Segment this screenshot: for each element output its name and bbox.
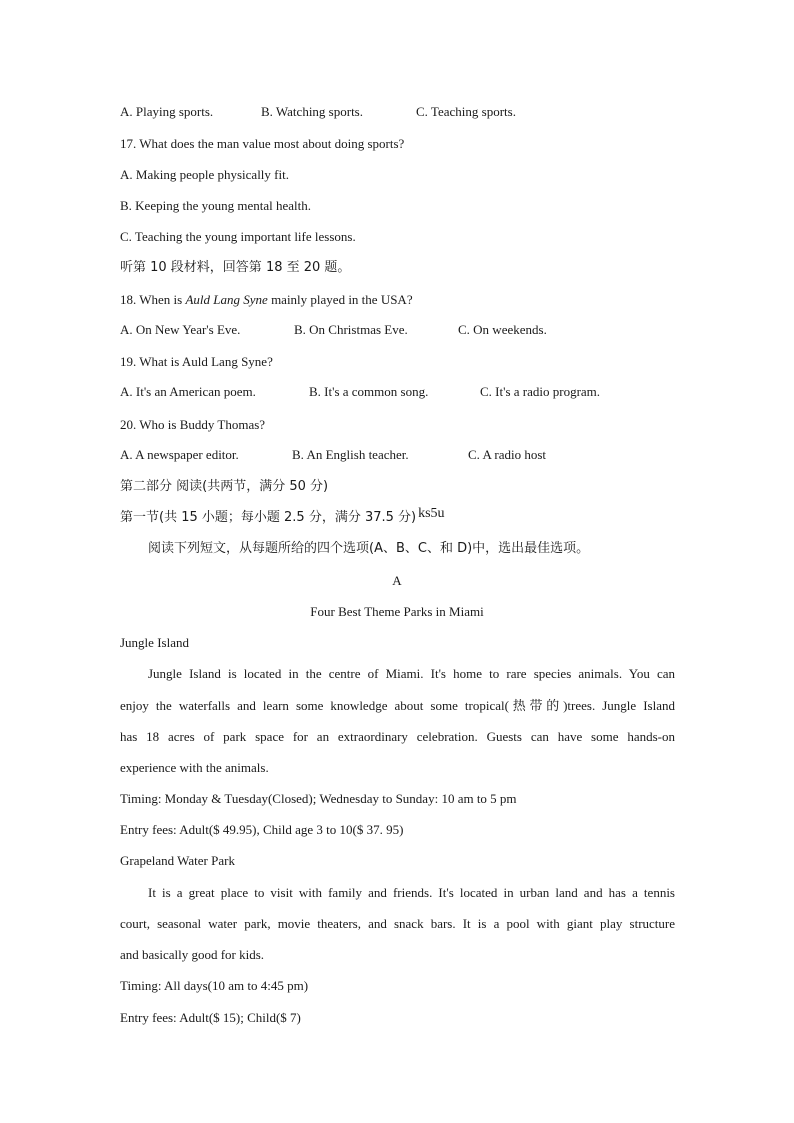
q16-option-a: A. Playing sports.: [120, 104, 214, 119]
park2-name: Grapeland Water Park: [120, 853, 235, 868]
q19-option-b: B. It's a common song.: [309, 384, 429, 399]
park1-line-1: Jungle Island is located in the centre of Miami. It's home to rare species animals. You can: [148, 666, 675, 681]
passage-letter: A: [392, 573, 402, 588]
q20-question: 20. Who is Buddy Thomas?: [120, 417, 266, 432]
park2-timing: Timing: All days(10 am to 4:45 pm): [120, 978, 309, 993]
q17-option-c: C. Teaching the young important life lessons.: [120, 229, 356, 244]
q17-option-b: B. Keeping the young mental health.: [120, 198, 311, 213]
q19-option-a: A. It's an American poem.: [120, 384, 256, 399]
q16-option-c: C. Teaching sports.: [416, 104, 516, 119]
park1-timing: Timing: Monday & Tuesday(Closed); Wednesday to Sunday: 10 am to 5 pm: [120, 791, 517, 806]
part2-heading: 第二部分 阅读(共两节，满分 50 分): [120, 479, 329, 494]
park1-fees: Entry fees: Adult($ 49.95), Child age 3 to 10($ 37. 95): [120, 822, 404, 837]
park2-line-1: It is a great place to visit with family and friends. It's located in urban land and has a tennis: [148, 885, 675, 900]
q18-song-title: Auld Lang Syne: [185, 292, 268, 307]
q18-option-a: A. On New Year's Eve.: [120, 322, 241, 337]
q17-option-a: A. Making people physically fit.: [120, 167, 289, 182]
park1-last-line: experience with the animals.: [120, 760, 269, 775]
q20-option-b: B. An English teacher.: [292, 447, 409, 462]
q18-suffix: mainly played in the USA?: [267, 292, 413, 307]
q16-option-b: B. Watching sports.: [261, 104, 363, 119]
q20-option-a: A. A newspaper editor.: [120, 447, 239, 462]
park2-fees: Entry fees: Adult($ 15); Child($ 7): [120, 1010, 301, 1025]
section-10-heading: 听第 10 段材料，回答第 18 至 20 题。: [120, 260, 351, 275]
section1-text: 第一节(共 15 小题；每小题 2.5 分，满分 37.5 分): [120, 510, 417, 525]
q18-option-b: B. On Christmas Eve.: [294, 322, 408, 337]
park2-line-2: court, seasonal water park, movie theaters, and snack bars. It is a pool with giant play structure: [120, 916, 675, 931]
park1-line-2: enjoy the waterfalls and learn some knowledge about some tropical(热带的)trees. Jungle Island: [120, 698, 675, 713]
q18-question: [120, 291, 413, 309]
passage-title: Four Best Theme Parks in Miami: [310, 604, 484, 619]
q20-option-c: C. A radio host: [468, 447, 547, 462]
park1-line-3: has 18 acres of park space for an extraordinary celebration. Guests can have some hands-on: [120, 729, 675, 744]
q18-option-c: C. On weekends.: [458, 322, 547, 337]
q17-question: 17. What does the man value most about doing sports?: [120, 136, 405, 151]
q18-prefix: 18. When is: [120, 292, 186, 307]
section1-heading: [120, 506, 445, 527]
watermark-text: ks5u: [418, 506, 445, 521]
park1-name: Jungle Island: [120, 635, 189, 650]
reading-instruction: 阅读下列短文，从每题所给的四个选项(A、B、C、和 D)中，选出最佳选项。: [148, 541, 590, 556]
park2-last-line: and basically good for kids.: [120, 947, 265, 962]
q19-option-c: C. It's a radio program.: [480, 384, 601, 399]
q19-question: 19. What is Auld Lang Syne?: [120, 354, 273, 369]
